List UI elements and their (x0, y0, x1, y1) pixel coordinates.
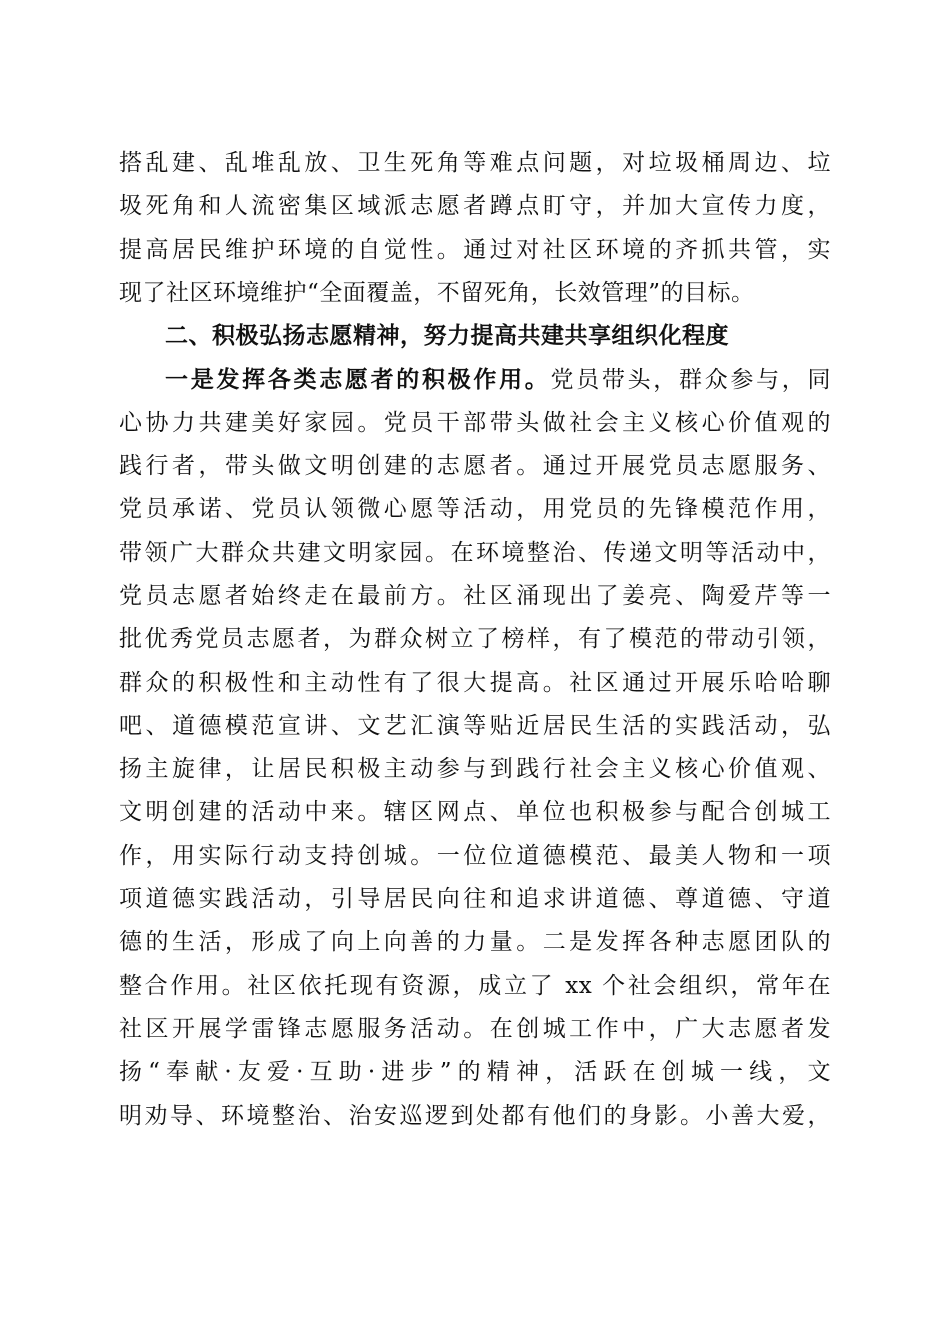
para2-line-10: 扬主旋律，让居民积极主动参与到践行社会主义核心价值观、 (119, 756, 831, 783)
para2-line-5: 带领广大群众共建文明家园。在环境整治、传递文明等活动中， (119, 539, 831, 566)
para2-line-16: 社区开展学雷锋志愿服务活动。在创城工作中，广大志愿者发 (119, 1015, 831, 1042)
para2-line-4: 党员承诺、党员认领微心愿等活动，用党员的先锋模范作用， (119, 496, 831, 523)
para2-line-2: 心协力共建美好家园。党员干部带头做社会主义核心价值观的 (119, 409, 831, 436)
para2-line-13: 项道德实践活动，引导居民向往和追求讲道德、尊道德、守道 (119, 886, 831, 913)
para2-line-14: 德的生活，形成了向上向善的力量。二是发挥各种志愿团队的 (119, 929, 831, 956)
section-heading-2: 二、积极弘扬志愿精神，努力提高共建共享组织化程度 (165, 323, 729, 350)
para2-line-6: 党员志愿者始终走在最前方。社区涌现出了姜亮、陶爱芹等一 (119, 582, 831, 609)
para2-line-3: 践行者，带头做文明创建的志愿者。通过开展党员志愿服务、 (119, 453, 831, 480)
para2-line-7: 批优秀党员志愿者，为群众树立了榜样，有了模范的带动引领， (119, 626, 831, 653)
para2-line-1 (119, 358, 831, 401)
para1-line-1: 搭乱建、乱堆乱放、卫生死角等难点问题，对垃圾桶周边、垃 (119, 150, 831, 176)
para2-lead-bold: 一是发挥各类志愿者的积极作用。 (165, 366, 551, 394)
para2-line-15: 整合作用。社区依托现有资源，成立了 xx 个社会组织，常年在 (119, 972, 831, 999)
para1-line-3: 提高居民维护环境的自觉性。通过对社区环境的齐抓共管，实 (119, 236, 831, 263)
para2-line-11: 文明创建的活动中来。辖区网点、单位也积极参与配合创城工 (119, 799, 831, 826)
para2-line-17: 扬“奉献·友爱·互助·进步”的精神，活跃在创城一线，文 (119, 1059, 831, 1086)
para2-line-8: 群众的积极性和主动性有了很大提高。社区通过开展乐哈哈聊 (119, 669, 831, 696)
para2-lead-rest: 党员带头，群众参与，同 (550, 367, 832, 394)
para2-line-12: 作，用实际行动支持创城。一位位道德模范、最美人物和一项 (119, 842, 831, 869)
para2-line-9: 吧、道德模范宣讲、文艺汇演等贴近居民生活的实践活动，弘 (119, 712, 831, 739)
para2-line-18: 明劝导、环境整治、治安巡逻到处都有他们的身影。小善大爱， (119, 1102, 831, 1129)
para1-line-2: 圾死角和人流密集区域派志愿者蹲点盯守，并加大宣传力度， (119, 193, 831, 220)
body-text (119, 142, 831, 1138)
para1-line-4: 现了社区环境维护“全面覆盖，不留死角，长效管理”的目标。 (119, 279, 755, 306)
